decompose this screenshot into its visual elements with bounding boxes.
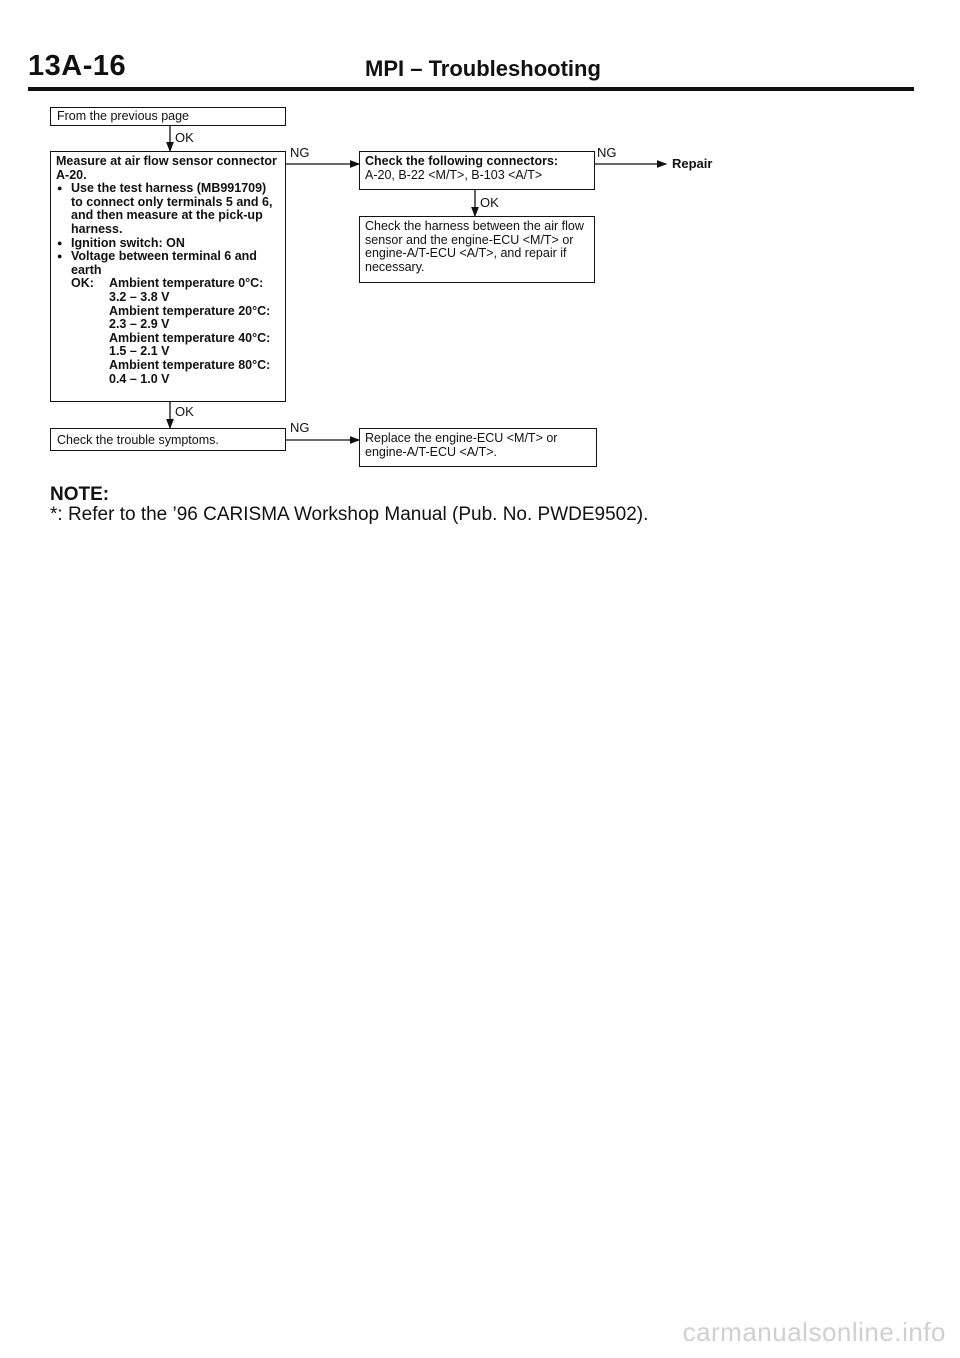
spec-line: Ambient temperature 80°C: [109, 357, 271, 372]
measure-bullet: ● Voltage between terminal 6 and earth [56, 250, 280, 277]
ok-spec-values [109, 277, 270, 386]
spec-line: 2.3 – 2.9 V [109, 317, 170, 332]
trouble-symptoms-box [50, 428, 286, 451]
measure-box [50, 151, 286, 402]
repair-label: Repair [672, 156, 713, 171]
ok-spec-label: OK: [71, 276, 94, 291]
ng-label-2: NG [597, 145, 617, 160]
replace-ecu-text: Replace the engine-ECU <M/T> or engine-A/T-ECU <A/T>. [365, 431, 558, 459]
measure-line-1: Measure at air flow sensor connector [56, 154, 277, 168]
spec-line: 1.5 – 2.1 V [109, 344, 170, 359]
page-number: 13A-16 [28, 50, 127, 82]
check-connectors-list: A-20, B-22 <M/T>, B-103 <A/T> [365, 167, 543, 182]
check-harness-box [359, 216, 595, 283]
ok-label-2: OK [480, 195, 499, 210]
spec-line: Ambient temperature 20°C: [109, 303, 271, 318]
measure-line-2: A-20. [56, 167, 87, 182]
spec-line: Ambient temperature 40°C: [109, 330, 271, 345]
check-harness-text: Check the harness between the air flow sensor and the engine-ECU <M/T> or engine-A/T-ECU <A/T>, and repair if necessary. [365, 219, 584, 274]
ok-label-1: OK [175, 130, 194, 145]
measure-bullet: ● Ignition switch: ON [56, 237, 280, 251]
note-title: NOTE: [50, 484, 110, 505]
measure-bullet: ● Use the test harness (MB991709) to connect only terminals 5 and 6, and then measure at the pick-up harness. [56, 182, 280, 236]
from-previous-label: From the previous page [57, 109, 190, 123]
spec-line: 3.2 – 3.8 V [109, 289, 170, 304]
check-connectors-box [359, 151, 595, 190]
note-text: *: Refer to the ’96 CARISMA Workshop Manual (Pub. No. PWDE9502). [50, 504, 649, 525]
watermark: carmanualsonline.info [682, 1317, 946, 1347]
replace-ecu-box [359, 428, 597, 467]
ok-label-3: OK [175, 404, 194, 419]
ng-label-1: NG [290, 145, 310, 160]
ng-label-3: NG [290, 420, 310, 435]
ok-spec [71, 277, 280, 386]
trouble-symptoms-text: Check the trouble symptoms. [57, 433, 219, 447]
spec-line: 0.4 – 1.0 V [109, 371, 170, 386]
check-connectors-heading: Check the following connectors: [365, 154, 559, 168]
measure-bullets [56, 182, 280, 277]
spec-line: Ambient temperature 0°C: [109, 276, 264, 291]
from-previous-box [50, 107, 286, 126]
page-title: MPI – Troubleshooting [365, 56, 601, 81]
